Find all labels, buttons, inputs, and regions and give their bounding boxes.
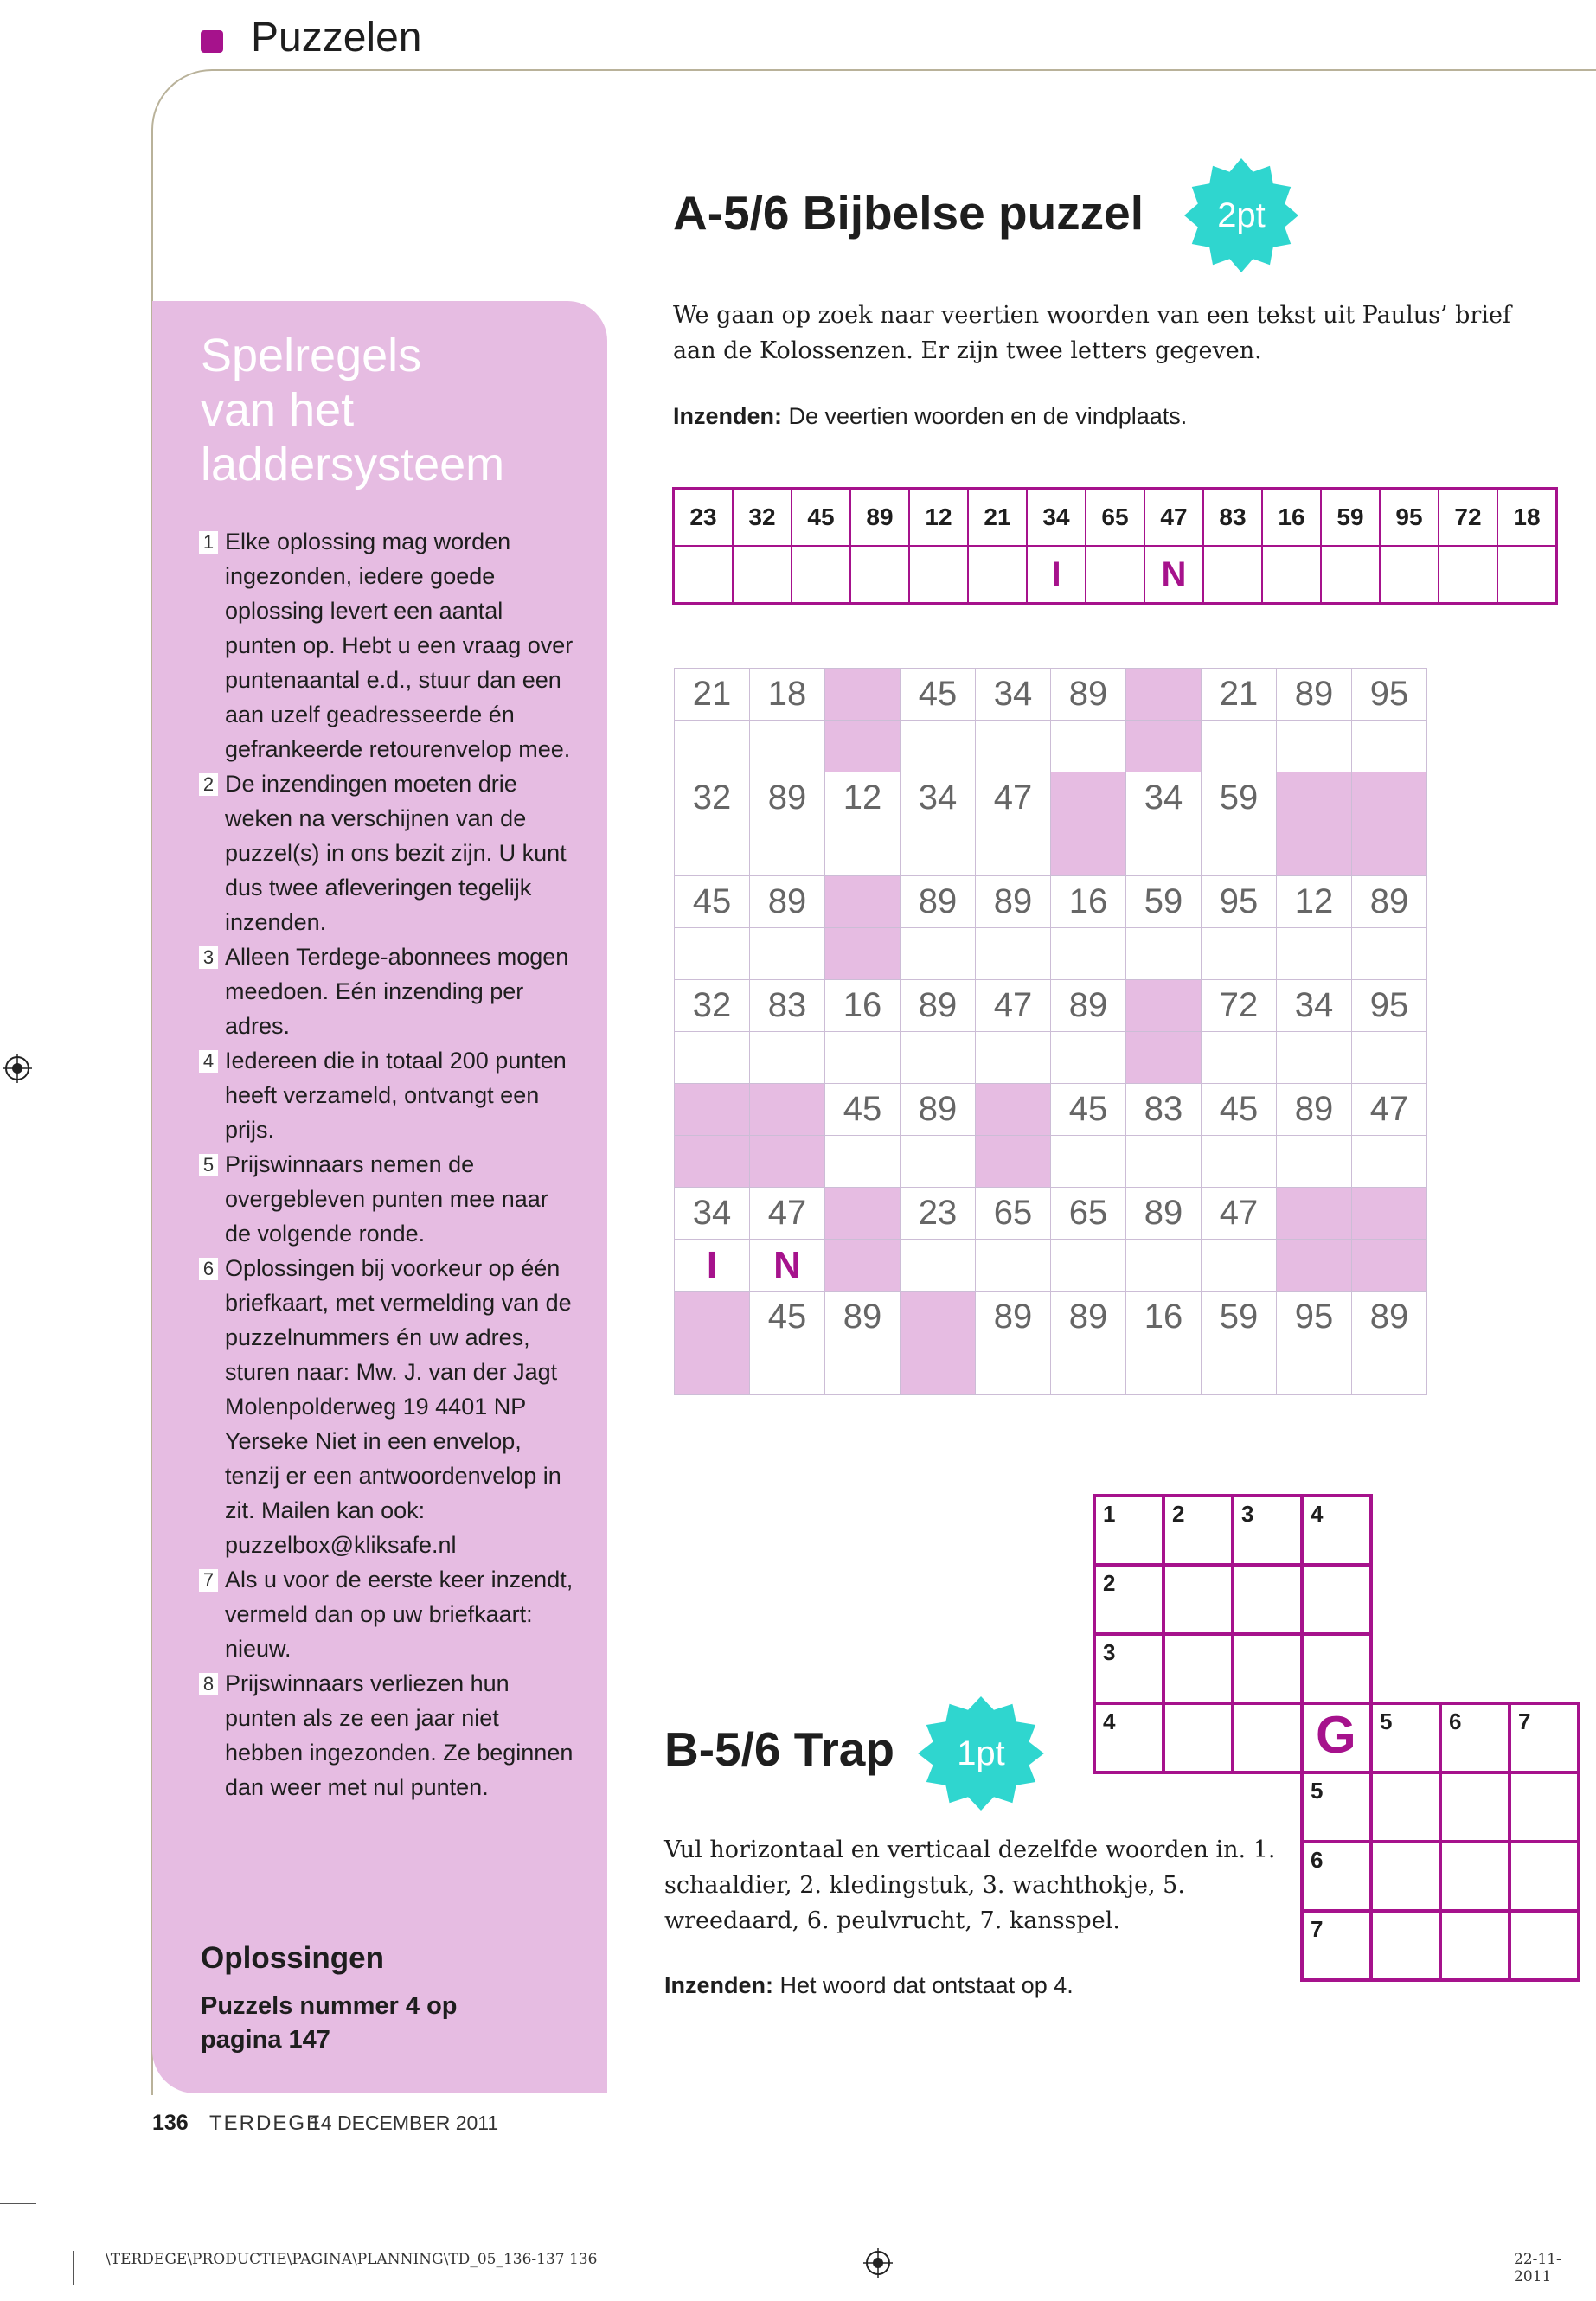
black-cell: [825, 721, 901, 772]
grid-letter-cell[interactable]: [1352, 928, 1427, 980]
grid-letter-cell[interactable]: [901, 721, 976, 772]
solutions-reference: Puzzels nummer 4 op pagina 147: [201, 1992, 458, 2054]
numbered-cell[interactable]: 1: [1093, 1494, 1165, 1567]
grid-letter-cell[interactable]: [1051, 721, 1126, 772]
grid-letter-cell[interactable]: [1126, 1136, 1202, 1188]
grid-letter-cell[interactable]: [675, 721, 750, 772]
rule-text: Als u voor de eerste keer inzendt, vermeld dan op uw briefkaart: nieuw.: [225, 1567, 574, 1662]
numbered-cell[interactable]: 7: [1508, 1702, 1580, 1774]
grid-number-cell: 18: [750, 669, 825, 721]
grid-cell[interactable]: [1300, 1563, 1373, 1636]
grid-cell[interactable]: [1231, 1702, 1304, 1774]
numbered-cell[interactable]: 5: [1300, 1771, 1373, 1843]
numbered-cell[interactable]: 7: [1300, 1909, 1373, 1982]
black-cell: [750, 1084, 825, 1136]
rule-item: [199, 1251, 580, 1562]
grid-number-cell: 47: [750, 1188, 825, 1240]
grid-number-cell: 16: [825, 980, 901, 1032]
grid-number-cell: 89: [1126, 1188, 1202, 1240]
grid-letter-cell[interactable]: [901, 1136, 976, 1188]
numbered-cell[interactable]: 4: [1093, 1702, 1165, 1774]
grid-letter-cell[interactable]: [750, 1343, 825, 1395]
key-number-cell: 89: [850, 489, 909, 547]
grid-number-cell: 89: [901, 1084, 976, 1136]
grid-cell[interactable]: [1508, 1771, 1580, 1843]
grid-number-cell: 32: [675, 980, 750, 1032]
magazine-name: TERDEGE: [209, 2112, 323, 2135]
black-cell: [675, 1136, 750, 1188]
grid-letter-cell[interactable]: [1202, 721, 1277, 772]
given-letter-cell[interactable]: G: [1300, 1702, 1373, 1774]
grid-letter-cell[interactable]: [675, 1032, 750, 1084]
grid-number-cell: 45: [825, 1084, 901, 1136]
grid-number-cell: 89: [1277, 669, 1352, 721]
grid-number-cell: 89: [976, 1292, 1051, 1343]
black-cell: [1126, 721, 1202, 772]
black-cell: [1126, 669, 1202, 721]
grid-cell[interactable]: [1162, 1632, 1234, 1705]
grid-letter-cell[interactable]: [976, 1032, 1051, 1084]
black-cell: [1126, 980, 1202, 1032]
numbered-cell[interactable]: 5: [1369, 1702, 1442, 1774]
key-number-cell: 16: [1262, 489, 1321, 547]
grid-letter-cell[interactable]: [1202, 1240, 1277, 1292]
black-cell: [675, 1084, 750, 1136]
grid-number-cell: 89: [825, 1292, 901, 1343]
grid-number-cell: 34: [675, 1188, 750, 1240]
grid-number-cell: 47: [976, 980, 1051, 1032]
numbered-cell[interactable]: 6: [1439, 1702, 1511, 1774]
grid-number-cell: 89: [901, 876, 976, 928]
rules-title: [201, 329, 590, 492]
black-cell: [1352, 772, 1427, 824]
grid-letter-cell[interactable]: [1202, 1343, 1277, 1395]
grid-letter-cell[interactable]: [901, 928, 976, 980]
black-cell: [825, 1240, 901, 1292]
crop-mark: [0, 2203, 36, 2204]
grid-cell[interactable]: [1369, 1771, 1442, 1843]
rule-text: Oplossingen bij voorkeur op één briefkaart, met vermelding van de puzzelnummers én uw adres, sturen naar: Mw. J. van der Jagt Molenpolderweg 19 4401 NP Yerseke Niet in een envelop, tenzij er een antwoordenvelop in zit. Mailen kan ook: puzzelbox@kliksafe.nl: [225, 1255, 572, 1558]
grid-number-cell: 89: [1352, 1292, 1427, 1343]
grid-letter-cell[interactable]: [1126, 928, 1202, 980]
grid-number-cell: 83: [1126, 1084, 1202, 1136]
rule-number: 3: [199, 946, 218, 969]
grid-number-cell: 34: [1277, 980, 1352, 1032]
black-cell: [675, 1292, 750, 1343]
puzzle-b-submit: [664, 1972, 1074, 1999]
key-letter-cell[interactable]: N: [1144, 546, 1203, 604]
rule-text: Elke oplossing mag worden ingezonden, iedere goede oplossing levert een aantal punten op. Hebt u een vraag over puntenaantal e.d., stuur dan een aan uzelf geadresseerde én gefrankeerde retourenvelop mee.: [225, 529, 574, 762]
rule-item: [199, 766, 580, 939]
page-number: 136: [152, 2111, 189, 2135]
numbered-cell[interactable]: 4: [1300, 1494, 1373, 1567]
puzzle-b-title: B-5/6 Trap: [664, 1722, 894, 1776]
puzzle-a-points-badge: [1183, 157, 1299, 273]
grid-letter-cell[interactable]: [976, 928, 1051, 980]
grid-cell[interactable]: [1231, 1563, 1304, 1636]
grid-letter-cell[interactable]: [1051, 1343, 1126, 1395]
key-letter-cell[interactable]: [1086, 546, 1144, 604]
black-cell: [1126, 1032, 1202, 1084]
key-letter-cell[interactable]: [792, 546, 850, 604]
grid-cell[interactable]: [1300, 1632, 1373, 1705]
key-letter-cell[interactable]: [1380, 546, 1439, 604]
grid-letter-cell[interactable]: [1126, 1240, 1202, 1292]
key-letter-cell[interactable]: [909, 546, 968, 604]
key-number-cell: 18: [1497, 489, 1557, 547]
grid-letter-cell[interactable]: [825, 1343, 901, 1395]
grid-number-cell: 45: [675, 876, 750, 928]
grid-letter-cell[interactable]: [750, 1032, 825, 1084]
rule-text: De inzendingen moeten drie weken na verschijnen van de puzzel(s) in ons bezit zijn. U kunt dus twee afleveringen tegelijk inzenden.: [225, 771, 567, 935]
black-cell: [1277, 824, 1352, 876]
grid-letter-cell[interactable]: [1051, 1032, 1126, 1084]
grid-number-cell: 47: [976, 772, 1051, 824]
key-letter-cell[interactable]: [1262, 546, 1321, 604]
grid-number-cell: 89: [1051, 980, 1126, 1032]
rule-number: 6: [199, 1258, 218, 1280]
grid-letter-cell[interactable]: [976, 1240, 1051, 1292]
grid-letter-cell[interactable]: [1277, 721, 1352, 772]
rule-text: Iedereen die in totaal 200 punten heeft verzameld, ontvangt een prijs.: [225, 1048, 567, 1143]
crop-mark: [73, 2251, 74, 2285]
grid-letter-cell[interactable]: [901, 1240, 976, 1292]
puzzle-b-points: 1pt: [957, 1734, 1005, 1772]
black-cell: [825, 928, 901, 980]
black-cell: [1352, 824, 1427, 876]
puzzle-a-grid: [674, 668, 1427, 1395]
grid-number-cell: 95: [1352, 980, 1427, 1032]
submit-label: Inzenden:: [664, 1972, 773, 1998]
grid-number-cell: 83: [750, 980, 825, 1032]
black-cell: [1277, 772, 1352, 824]
black-cell: [901, 1343, 976, 1395]
grid-number-cell: 89: [1277, 1084, 1352, 1136]
grid-cell[interactable]: [1439, 1909, 1511, 1982]
grid-letter-cell[interactable]: [1051, 928, 1126, 980]
grid-number-cell: 59: [1202, 772, 1277, 824]
grid-cell[interactable]: [1162, 1702, 1234, 1774]
key-letter-cell[interactable]: [968, 546, 1027, 604]
grid-number-cell: 47: [1202, 1188, 1277, 1240]
grid-letter-cell[interactable]: [1051, 1240, 1126, 1292]
rule-text: Alleen Terdege-abonnees mogen meedoen. Eén inzending per adres.: [225, 944, 569, 1039]
black-cell: [1277, 1240, 1352, 1292]
black-cell: [976, 1084, 1051, 1136]
black-cell: [675, 1343, 750, 1395]
grid-cell[interactable]: [1439, 1840, 1511, 1913]
rule-number: 1: [199, 531, 218, 554]
puzzle-a-intro: We gaan op zoek naar veertien woorden van een tekst uit Paulus’ brief aan de Kolossenzen. Er zijn twee letters gegeven.: [673, 302, 1511, 364]
rule-item: [199, 1562, 580, 1666]
key-number-cell: 32: [733, 489, 792, 547]
grid-letter-cell[interactable]: [1202, 824, 1277, 876]
rule-number: 8: [199, 1673, 218, 1695]
grid-letter-cell[interactable]: [901, 824, 976, 876]
issue-date: 14 DECEMBER 2011: [310, 2112, 499, 2134]
puzzle-a-key-table: [672, 487, 1558, 605]
grid-number-cell: 32: [675, 772, 750, 824]
black-cell: [750, 1136, 825, 1188]
numbered-cell[interactable]: 3: [1231, 1494, 1304, 1567]
grid-cell[interactable]: [1162, 1563, 1234, 1636]
rule-number: 4: [199, 1050, 218, 1073]
grid-letter-cell[interactable]: [825, 1032, 901, 1084]
grid-number-cell: 95: [1202, 876, 1277, 928]
key-letter-cell[interactable]: [1439, 546, 1497, 604]
key-letter-cell[interactable]: [1203, 546, 1262, 604]
print-date: 22-11-2011: [1514, 2251, 1561, 2285]
grid-number-cell: 95: [1352, 669, 1427, 721]
puzzle-a-submit: [673, 403, 1187, 430]
grid-number-cell: 21: [675, 669, 750, 721]
black-cell: [825, 1188, 901, 1240]
black-cell: [1352, 1188, 1427, 1240]
submit-label: Inzenden:: [673, 403, 782, 429]
grid-letter-cell[interactable]: [1352, 1032, 1427, 1084]
puzzle-b-points-badge: [917, 1695, 1045, 1811]
numbered-cell[interactable]: 3: [1093, 1632, 1165, 1705]
rule-item: [199, 1147, 580, 1251]
black-cell: [1051, 772, 1126, 824]
key-number-cell: 95: [1380, 489, 1439, 547]
grid-number-cell: 21: [1202, 669, 1277, 721]
grid-letter-cell[interactable]: [1202, 1136, 1277, 1188]
grid-letter-cell[interactable]: I: [675, 1240, 750, 1292]
grid-letter-cell[interactable]: [1352, 1343, 1427, 1395]
grid-letter-cell[interactable]: [675, 928, 750, 980]
grid-number-cell: 72: [1202, 980, 1277, 1032]
grid-letter-cell[interactable]: [1352, 1136, 1427, 1188]
grid-letter-cell[interactable]: [1202, 928, 1277, 980]
black-cell: [976, 1136, 1051, 1188]
key-number-cell: 72: [1439, 489, 1497, 547]
grid-number-cell: 45: [1202, 1084, 1277, 1136]
rules-title-line: laddersysteem: [201, 439, 505, 490]
grid-letter-cell[interactable]: [1277, 1343, 1352, 1395]
rule-text: Prijswinnaars nemen de overgebleven punten mee naar de volgende ronde.: [225, 1151, 548, 1247]
grid-letter-cell[interactable]: [825, 1136, 901, 1188]
grid-number-cell: 65: [1051, 1188, 1126, 1240]
grid-letter-cell[interactable]: [976, 721, 1051, 772]
key-letter-cell[interactable]: [850, 546, 909, 604]
grid-number-cell: 89: [1051, 669, 1126, 721]
grid-number-cell: 45: [1051, 1084, 1126, 1136]
grid-letter-cell[interactable]: [1277, 1032, 1352, 1084]
grid-number-cell: 65: [976, 1188, 1051, 1240]
grid-number-cell: 34: [901, 772, 976, 824]
black-cell: [825, 876, 901, 928]
rule-number: 5: [199, 1154, 218, 1176]
grid-letter-cell[interactable]: [1277, 928, 1352, 980]
grid-number-cell: 16: [1051, 876, 1126, 928]
grid-number-cell: 45: [750, 1292, 825, 1343]
grid-number-cell: 59: [1126, 876, 1202, 928]
rule-item: [199, 939, 580, 1043]
grid-cell[interactable]: [1508, 1840, 1580, 1913]
grid-cell[interactable]: [1439, 1771, 1511, 1843]
rules-title-line: van het: [201, 384, 355, 436]
grid-letter-cell[interactable]: [976, 1343, 1051, 1395]
grid-cell[interactable]: [1369, 1909, 1442, 1982]
grid-number-cell: 89: [1352, 876, 1427, 928]
grid-letter-cell[interactable]: [675, 824, 750, 876]
grid-number-cell: 23: [901, 1188, 976, 1240]
grid-number-cell: 34: [1126, 772, 1202, 824]
rule-text: Prijswinnaars verliezen hun punten als ze een jaar niet hebben ingezonden. Ze beginnen dan weer met nul punten.: [225, 1670, 574, 1800]
grid-number-cell: 47: [1352, 1084, 1427, 1136]
grid-number-cell: 89: [901, 980, 976, 1032]
grid-letter-cell[interactable]: [1126, 1343, 1202, 1395]
grid-letter-cell[interactable]: [976, 824, 1051, 876]
registration-mark-icon: [863, 2248, 893, 2278]
black-cell: [1352, 1240, 1427, 1292]
grid-number-cell: 12: [1277, 876, 1352, 928]
grid-letter-cell[interactable]: [1277, 1136, 1352, 1188]
submit-text: Het woord dat ontstaat op 4.: [779, 1972, 1074, 1998]
rule-item: [199, 524, 580, 766]
key-number-cell: 23: [674, 489, 734, 547]
grid-letter-cell[interactable]: [1202, 1032, 1277, 1084]
grid-letter-cell[interactable]: [750, 721, 825, 772]
numbered-cell[interactable]: 2: [1093, 1563, 1165, 1636]
key-number-cell: 83: [1203, 489, 1262, 547]
grid-number-cell: 12: [825, 772, 901, 824]
grid-letter-cell[interactable]: N: [750, 1240, 825, 1292]
grid-letter-cell[interactable]: [750, 928, 825, 980]
grid-letter-cell[interactable]: [1126, 824, 1202, 876]
numbered-cell[interactable]: 2: [1162, 1494, 1234, 1567]
key-letter-cell[interactable]: [674, 546, 734, 604]
rule-number: 7: [199, 1569, 218, 1592]
grid-cell[interactable]: [1369, 1840, 1442, 1913]
key-number-cell: 34: [1027, 489, 1086, 547]
grid-number-cell: 89: [976, 876, 1051, 928]
key-number-cell: 12: [909, 489, 968, 547]
section-bullet: [201, 30, 223, 53]
key-number-cell: 47: [1144, 489, 1203, 547]
black-cell: [1277, 1188, 1352, 1240]
rules-title-line: Spelregels: [201, 330, 422, 381]
grid-number-cell: 89: [750, 772, 825, 824]
puzzle-b-intro: Vul horizontaal en verticaal dezelfde woorden in. 1. schaaldier, 2. kledingstuk, 3. wachthokje, 5. wreedaard, 6. peulvrucht, 7. kansspel.: [664, 1836, 1276, 1934]
black-cell: [825, 669, 901, 721]
grid-number-cell: 59: [1202, 1292, 1277, 1343]
rule-number: 2: [199, 773, 218, 796]
production-path: \TERDEGE\PRODUCTIE\PAGINA\PLANNING\TD_05_136-137 136: [106, 2251, 598, 2268]
rule-item: [199, 1666, 580, 1804]
key-letter-cell[interactable]: [1497, 546, 1557, 604]
solutions-title: Oplossingen: [201, 1941, 384, 1975]
key-letter-cell[interactable]: [1321, 546, 1380, 604]
grid-number-cell: 34: [976, 669, 1051, 721]
registration-mark-icon: [3, 1054, 32, 1083]
grid-number-cell: 89: [750, 876, 825, 928]
key-number-cell: 21: [968, 489, 1027, 547]
grid-letter-cell[interactable]: [1352, 721, 1427, 772]
grid-letter-cell[interactable]: [901, 1032, 976, 1084]
rule-item: [199, 1043, 580, 1147]
submit-text: De veertien woorden en de vindplaats.: [788, 403, 1188, 429]
grid-number-cell: 89: [1051, 1292, 1126, 1343]
black-cell: [1051, 824, 1126, 876]
key-number-cell: 45: [792, 489, 850, 547]
grid-letter-cell[interactable]: [825, 824, 901, 876]
grid-cell[interactable]: [1231, 1632, 1304, 1705]
key-number-cell: 65: [1086, 489, 1144, 547]
puzzle-a-title: A-5/6 Bijbelse puzzel: [673, 186, 1144, 240]
rules-list: [199, 524, 580, 1804]
puzzle-a-points: 2pt: [1217, 195, 1266, 234]
grid-letter-cell[interactable]: [750, 824, 825, 876]
numbered-cell[interactable]: 6: [1300, 1840, 1373, 1913]
grid-cell[interactable]: [1508, 1909, 1580, 1982]
grid-letter-cell[interactable]: [1051, 1136, 1126, 1188]
black-cell: [901, 1292, 976, 1343]
key-letter-cell[interactable]: I: [1027, 546, 1086, 604]
key-letter-cell[interactable]: [733, 546, 792, 604]
section-title: Puzzelen: [251, 15, 422, 61]
grid-number-cell: 16: [1126, 1292, 1202, 1343]
grid-number-cell: 95: [1277, 1292, 1352, 1343]
key-number-cell: 59: [1321, 489, 1380, 547]
grid-number-cell: 45: [901, 669, 976, 721]
